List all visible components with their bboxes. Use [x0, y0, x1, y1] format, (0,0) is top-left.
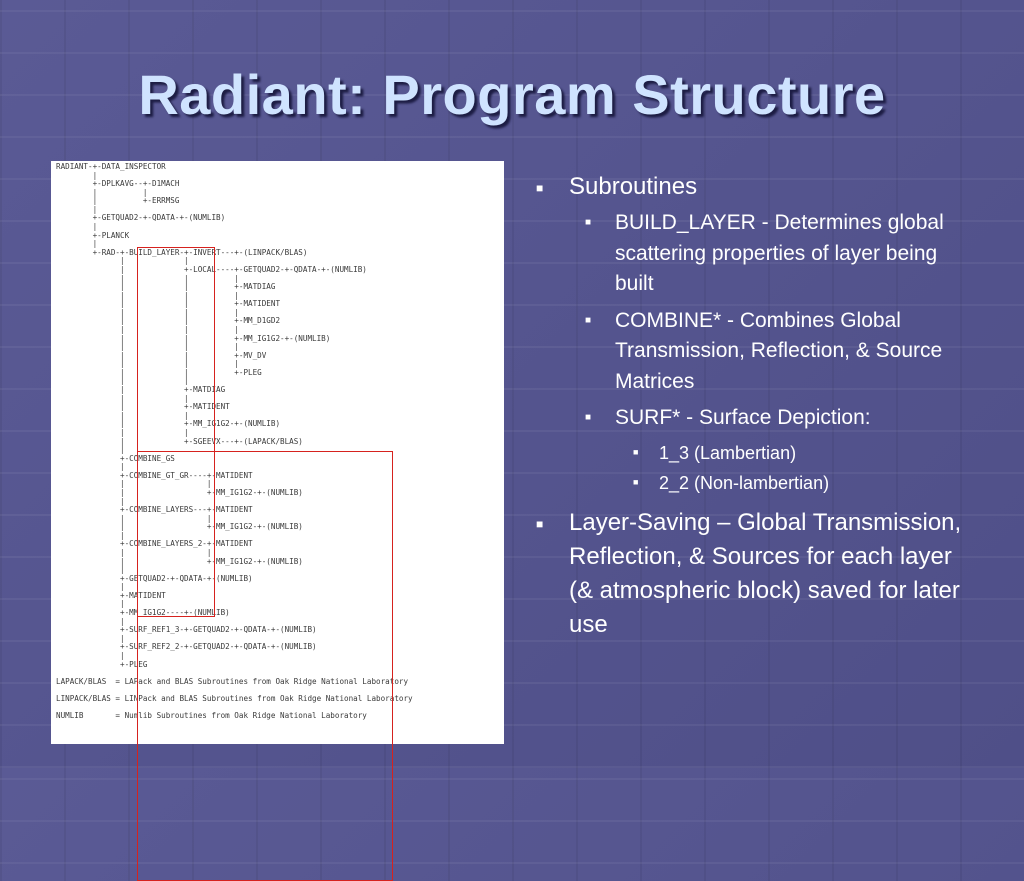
bullet-list — [533, 170, 973, 646]
bullet-text: 1_3 (Lambertian) — [659, 442, 797, 463]
square-bullet-icon: ■ — [585, 412, 592, 423]
bullet-item — [533, 306, 973, 398]
bullet-text: SURF* - Surface Depiction: — [615, 406, 871, 429]
bullet-item — [533, 440, 973, 466]
bullet-item — [533, 470, 973, 496]
bullet-text: BUILD_LAYER - Determines global scattering properties of layer being built — [615, 211, 944, 295]
bullet-item — [533, 403, 973, 434]
square-bullet-icon: ■ — [633, 446, 639, 457]
square-bullet-icon: ■ — [536, 181, 544, 195]
bullet-item — [533, 208, 973, 300]
square-bullet-icon: ■ — [633, 476, 639, 487]
bullet-text: 2_2 (Non-lambertian) — [659, 472, 830, 493]
square-bullet-icon: ■ — [536, 516, 544, 531]
bullet-item — [533, 506, 973, 642]
bullet-text: COMBINE* - Combines Global Transmission, Reflection, & Source Matrices — [615, 308, 943, 393]
bullet-item — [533, 170, 973, 204]
square-bullet-icon: ■ — [585, 217, 592, 228]
highlight-box-combine-surf — [137, 451, 393, 881]
program-structure-figure — [51, 161, 504, 744]
bullet-text: Layer-Saving – Global Transmission, Reflection, & Sources for each layer (& atmospheric block) saved for later use — [569, 508, 962, 638]
bullet-text: Subroutines — [569, 173, 698, 200]
square-bullet-icon: ■ — [585, 314, 592, 326]
slide-title: Radiant: Program Structure — [138, 63, 886, 126]
call-tree-text: RADIANT-+-DATA_INSPECTOR | +-DPLKAVG--+-D1MACH | | | +-ERRMSG | +-GETQUAD2-+-QDATA-+-(NUMLIB) | +-PLANCK | +-RAD-+-BUILD_LAYER-+-INVERT---+-(LINPACK/BLAS) | | | +-LOCAL----+-GETQUAD2-+-QDATA-+-(NUMLIB) | | | | | +-MATDIAG | | | | | +-MATIDENT | | | | | +-MM_D1GD2 | | | | | +-MM_IG1G2-+-(NUMLIB) | | | | | +-MV_DV | | | | | +-PLEG | | | +-MATDIAG | | | +-MATIDENT | | | +-MM_IG1G2-+-(NUMLIB) | | | +-SGEEVX---+-(LAPACK/BLAS) | +-COMBINE_GS | +-COMBINE_GT_GR----+-MATIDENT | | | +-MM_IG1G2-+-(NUMLIB) | +-COMBINE_LAYERS---+-MATIDENT | | | +-MM_IG1G2-+-(NUMLIB) | +-COMBINE_LAYERS_2-+-MATIDENT | | | +-MM_IG1G2-+-(NUMLIB) | +-GETQUAD2-+-QDATA-+-(NUMLIB) | +-MATIDENT | +-MM_IG1G2----+-(NUMLIB) | +-SURF_REF1_3-+-GETQUAD2-+-QDATA-+-(NUMLIB) | +-SURF_REF2_2-+-GETQUAD2-+-QDATA-+-(NUMLIB) | +-PLEG LAPACK/BLAS = LAPack and BLAS Subroutines from Oak Ridge National Laboratory LINPACK/BLAS = LINPack and BLAS Subroutines from Oak Ridge National Laboratory NUMLIB = Numlib Subroutines from Oak Ridge National Laboratory — [56, 162, 413, 720]
